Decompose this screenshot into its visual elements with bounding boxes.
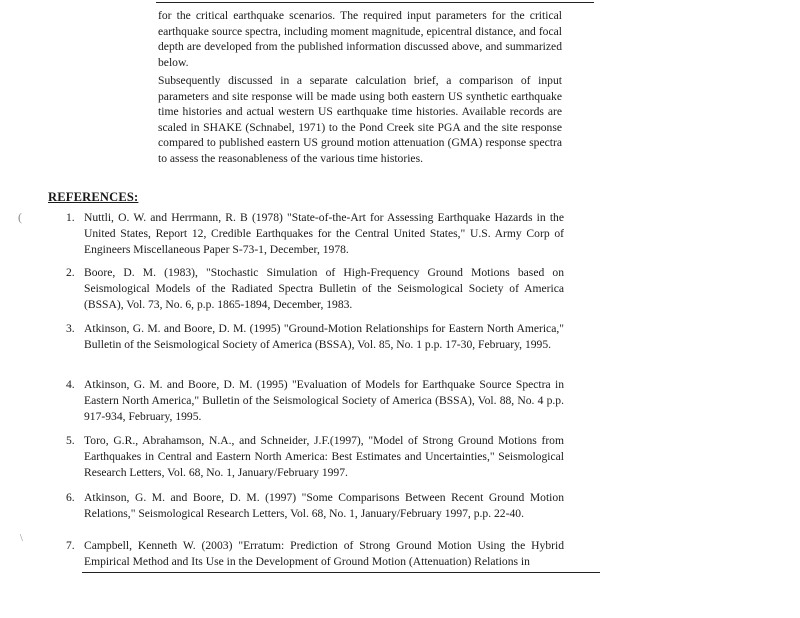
reference-number: 2. bbox=[66, 266, 75, 279]
reference-item bbox=[66, 321, 564, 353]
reference-item bbox=[66, 265, 564, 312]
reference-number: 7. bbox=[66, 539, 75, 552]
reference-text: Atkinson, G. M. and Boore, D. M. (1995) "Evaluation of Models for Earthquake Source Spectra in Eastern North America," Bulletin of the Seismological Society of America (BSSA), Vol. 88, No. 4 p.p. 917-934, February, 1995. bbox=[84, 378, 564, 423]
intro-paragraph-1: for the critical earthquake scenarios. The required input parameters for the critical earthquake source spectra, including moment magnitude, epicentral distance, and focal depth are developed from the published information discussed above, and summarized below. bbox=[158, 9, 562, 69]
reference-text: Boore, D. M. (1983), "Stochastic Simulation of High-Frequency Ground Motions based on Seismological Models of the Radiated Spectra Bulletin of the Seismological Society of America (BSSA), Vol. 73, No. 6, p.p. 1865-1894, December, 1983. bbox=[84, 266, 564, 311]
reference-number: 4. bbox=[66, 378, 75, 391]
reference-text: Campbell, Kenneth W. (2003) "Erratum: Prediction of Strong Ground Motion Using the Hybrid Empirical Method and Its Use in the Development of Ground Motion (Attenuation) Relations in bbox=[84, 539, 564, 568]
reference-item bbox=[66, 538, 564, 572]
reference-text: Atkinson, G. M. and Boore, D. M. (1995) "Ground-Motion Relationships for Eastern North America," Bulletin of the Seismological Society of America (BSSA), Vol. 85, No. 1 p.p. 17-30, February, 1995. bbox=[84, 322, 564, 351]
reference-number: 3. bbox=[66, 322, 75, 335]
references-heading: REFERENCES: bbox=[48, 190, 139, 204]
margin-mark: ( bbox=[18, 210, 22, 224]
reference-text: Nuttli, O. W. and Herrmann, R. B (1978) "State-of-the-Art for Assessing Earthquake Hazards in the United States, Report 12, Credible Earthquakes for the Central United States," U.S. Army Corp of Engineers Miscellaneous Paper S-73-1, December, 1978. bbox=[84, 211, 564, 256]
reference-text: Toro, G.R., Abrahamson, N.A., and Schneider, J.F.(1997), "Model of Strong Ground Motions from Earthquakes in Central and Eastern North America: Best Estimates and Uncertainties," Seismological Research Letters, Vol. 68, No. 1, January/February 1997. bbox=[84, 434, 564, 479]
reference-item bbox=[66, 490, 564, 522]
reference-number: 6. bbox=[66, 491, 75, 504]
margin-mark: \ bbox=[20, 533, 23, 544]
bottom-rule bbox=[82, 572, 600, 573]
reference-item bbox=[66, 433, 564, 480]
reference-number: 5. bbox=[66, 434, 75, 447]
reference-text: Atkinson, G. M. and Boore, D. M. (1997) "Some Comparisons Between Recent Ground Motion Relations," Seismological Research Letters, Vol. 68, No. 1, January/February 1997, p.p. 22-40. bbox=[84, 491, 564, 520]
reference-number: 1. bbox=[66, 211, 75, 224]
top-rule bbox=[156, 2, 594, 3]
reference-item bbox=[66, 210, 564, 257]
intro-paragraph-2: Subsequently discussed in a separate calculation brief, a comparison of input parameters and site response will be made using both eastern US synthetic earthquake time histories and actual western US earthquake time histories. Available records are scaled in SHAKE (Schnabel, 1971) to the Pond Creek site PGA and the site response compared to published eastern US ground motion attenuation (GMA) response spectra to assess the reasonableness of the various time histories. bbox=[158, 74, 562, 165]
reference-item bbox=[66, 377, 564, 424]
